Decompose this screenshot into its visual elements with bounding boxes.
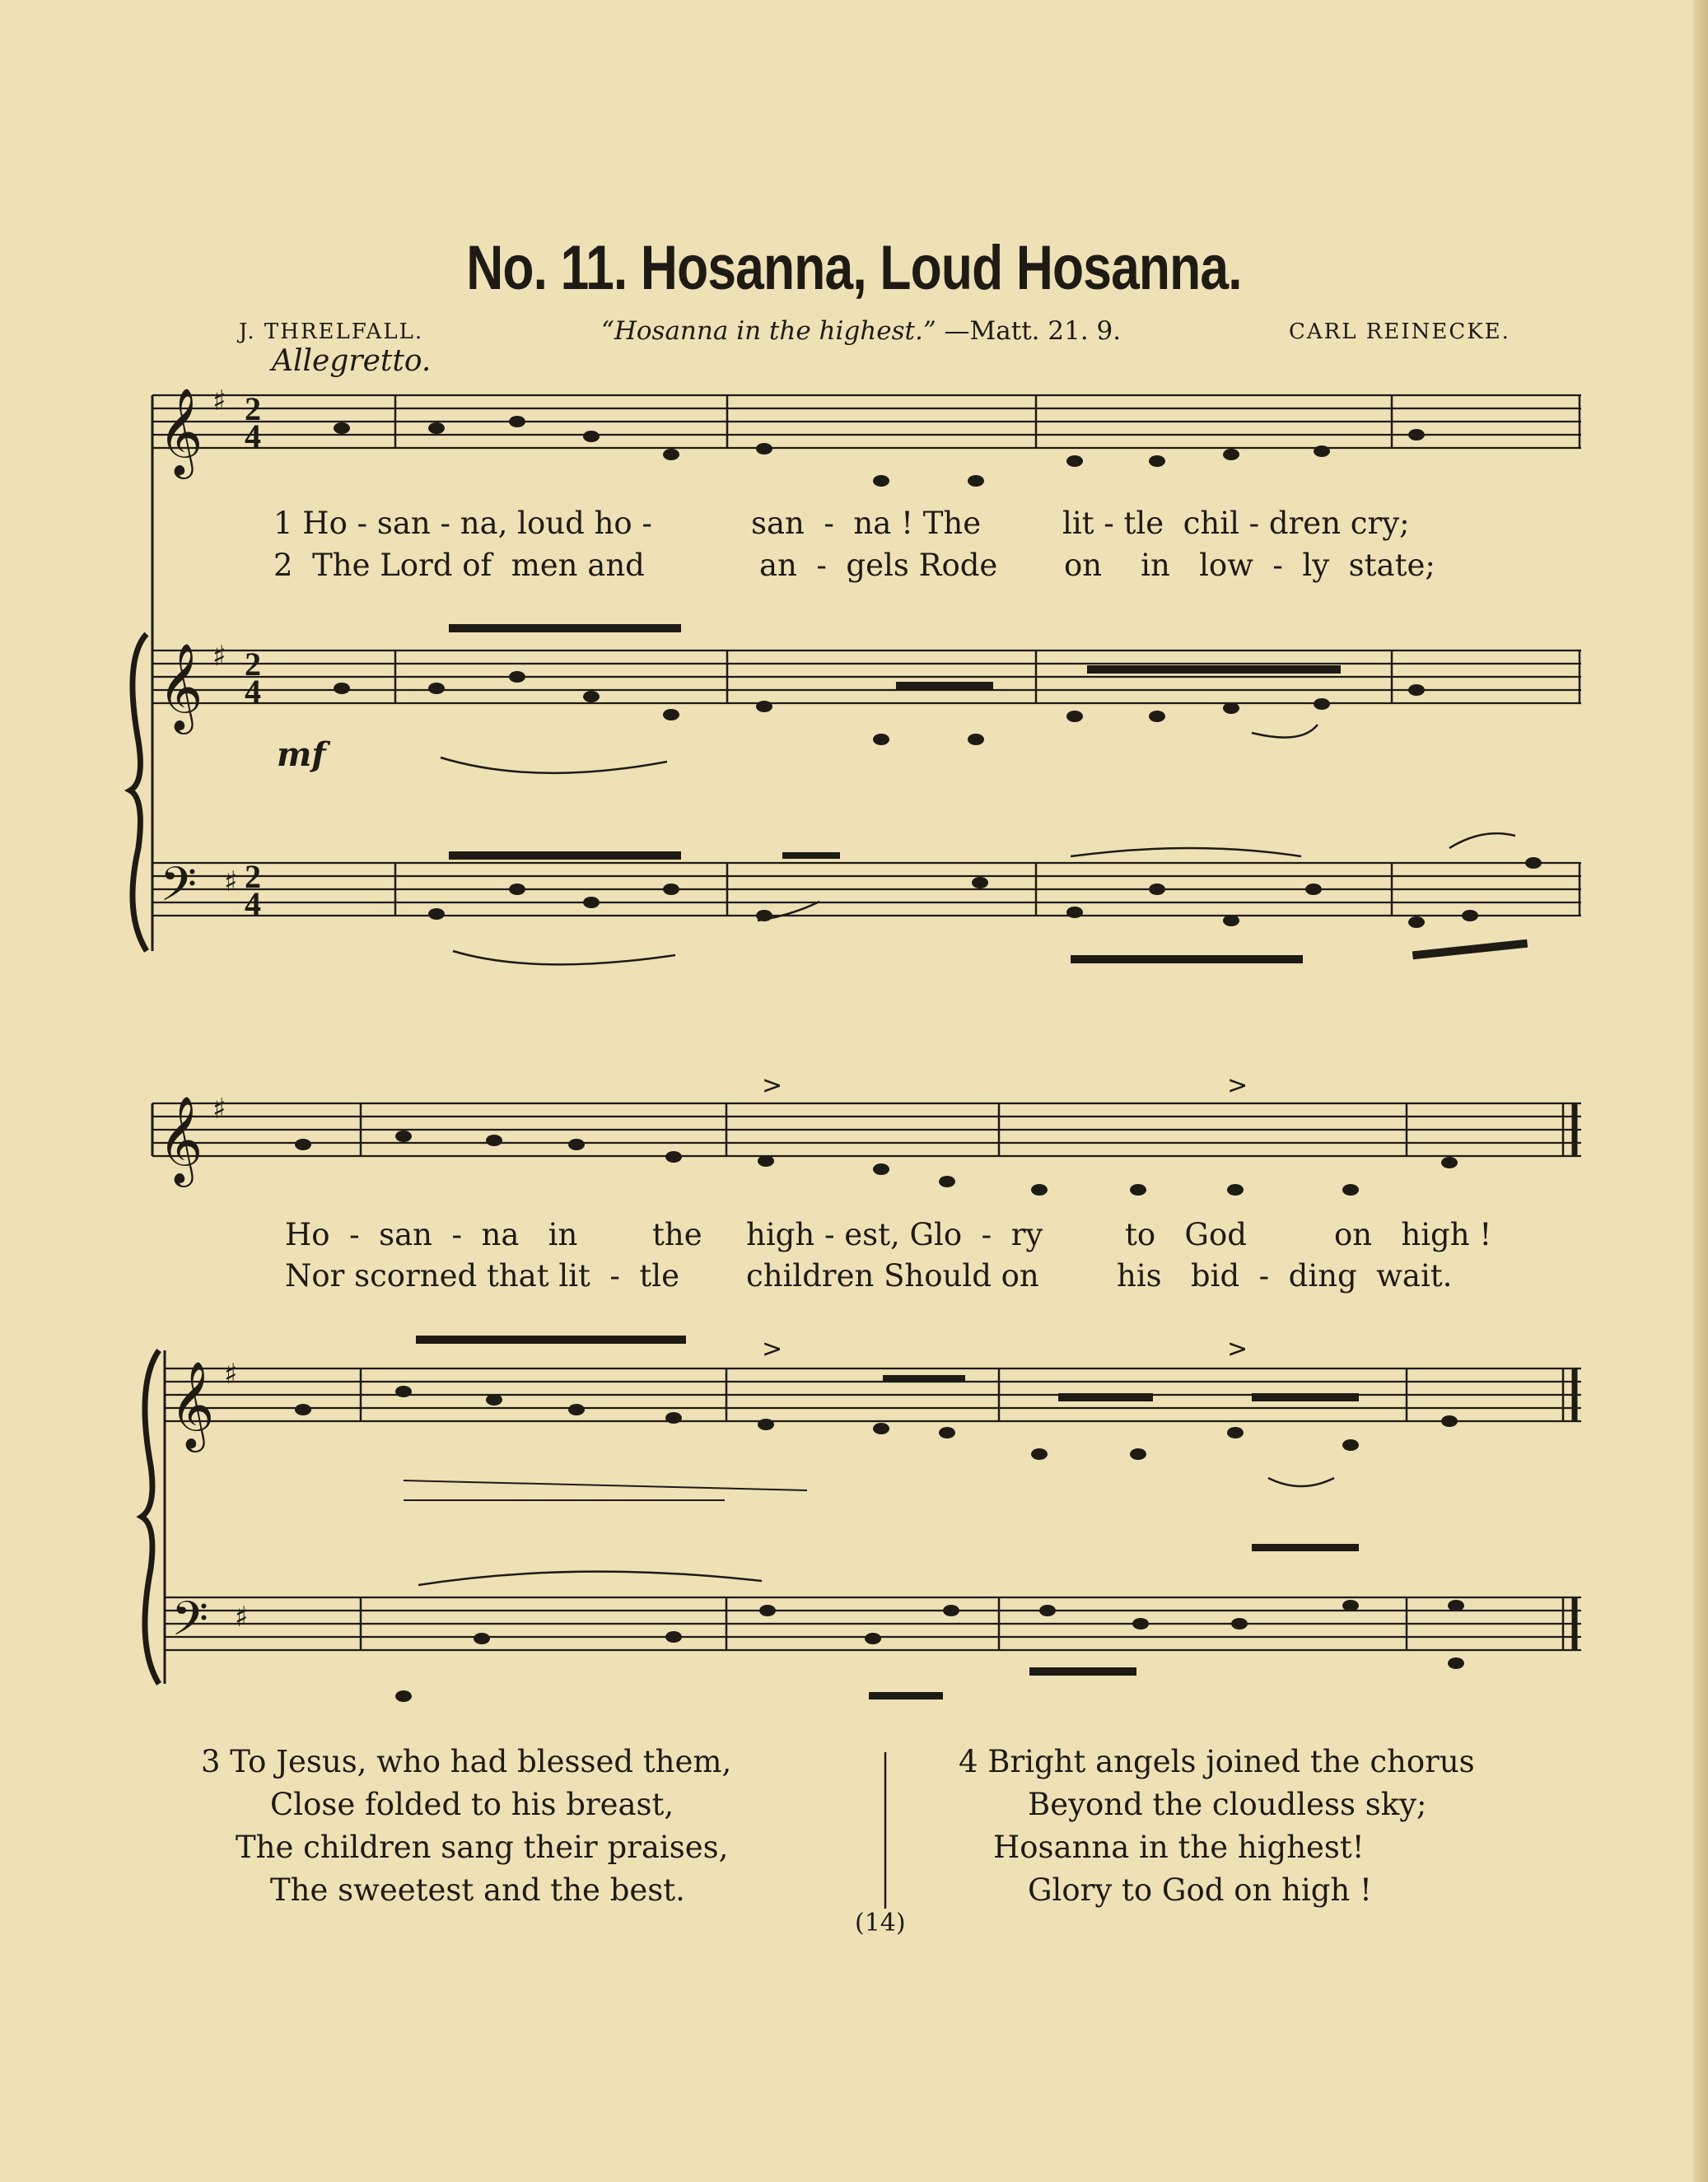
svg-text:4: 4 <box>245 885 261 922</box>
svg-text:♯: ♯ <box>235 1601 249 1634</box>
brace-2 <box>142 1350 159 1684</box>
lyric-s2-v2-b: children Should on <box>746 1258 1039 1294</box>
melody-staff-2 <box>152 1103 1581 1156</box>
svg-text:2: 2 <box>245 858 261 895</box>
scripture-quote: “Hosanna in the highest.” <box>601 316 936 346</box>
stanza-3-line-1: 3 To Jesus, who had blessed them, <box>201 1744 732 1779</box>
lyric-s2-v1-a: Ho - san - na in <box>285 1217 578 1252</box>
barlines-2 <box>361 1103 1575 1650</box>
lyric-s2-v2-c: his bid - ding wait. <box>1117 1258 1453 1294</box>
svg-text:♯: ♯ <box>212 640 226 673</box>
beams-1 <box>449 624 1528 963</box>
stanza-4-line-3: Hosanna in the highest! <box>993 1830 1365 1865</box>
lyric-s2-v1-c: high - est, Glo - ry <box>746 1217 1043 1252</box>
stanza-4-line-1: 4 Bright angels joined the chorus <box>959 1744 1475 1779</box>
stanza-3-line-3: The children sang their praises, <box>236 1830 729 1865</box>
svg-text:>: > <box>762 1071 783 1100</box>
stanza-4-line-4: Glory to God on high ! <box>1028 1872 1372 1908</box>
svg-text:>: > <box>762 1335 783 1364</box>
lyric-s1-v1-a: 1 Ho - san - na, loud ho - <box>273 506 652 541</box>
svg-text:𝄞: 𝄞 <box>170 1360 215 1448</box>
lyric-s1-v2-c: on in low - ly state; <box>1064 548 1435 583</box>
stanza-3 <box>201 1741 731 1912</box>
svg-text:2: 2 <box>245 646 261 683</box>
stanza-3-line-4: The sweetest and the best. <box>270 1872 685 1908</box>
lyric-s2-v1-b: the <box>652 1217 702 1252</box>
svg-text:>: > <box>1227 1335 1248 1364</box>
lyric-s1-v2-b: an - gels Rode <box>759 548 998 583</box>
bass-staff-1 <box>152 863 1581 916</box>
beams-2 <box>416 1336 1359 1699</box>
lyric-s2-v1-e: on high ! <box>1334 1217 1492 1252</box>
svg-text:𝄞: 𝄞 <box>158 387 203 475</box>
composer-credit: CARL REINECKE. <box>1289 319 1510 344</box>
lyric-s1-v2-a: 2 The Lord of men and <box>273 548 645 583</box>
svg-text:4: 4 <box>245 673 261 710</box>
tempo-marking: Allegretto. <box>272 344 432 378</box>
treble-staff-2 <box>165 1368 1581 1421</box>
scripture-citation: —Matt. 21. 9. <box>944 316 1122 346</box>
svg-text:𝄞: 𝄞 <box>158 1095 203 1183</box>
system-2 <box>142 1071 1581 1702</box>
lyric-s2-v2-a: Nor scorned that lit - tle <box>285 1258 680 1294</box>
notes-1 <box>334 416 1542 928</box>
treble-staff-1 <box>152 650 1581 703</box>
dynamic-marking: mf <box>277 735 326 774</box>
svg-text:♯: ♯ <box>212 1093 226 1126</box>
svg-text:𝄞: 𝄞 <box>158 642 203 730</box>
hymn-title: No. 11. Hosanna, Loud Hosanna. <box>466 233 1242 303</box>
svg-text:𝄢: 𝄢 <box>160 856 198 924</box>
svg-text:♯: ♯ <box>224 1358 238 1391</box>
lyric-s1-v1-c: lit - tle chil - dren cry; <box>1062 506 1410 541</box>
svg-text:♯: ♯ <box>212 385 226 417</box>
stanza-3-line-2: Close folded to his breast, <box>270 1787 674 1822</box>
svg-text:𝄢: 𝄢 <box>171 1591 209 1658</box>
system-1 <box>130 385 1581 964</box>
lyric-s1-v1-b: san - na ! The <box>751 506 982 541</box>
svg-text:2: 2 <box>245 390 261 427</box>
svg-text:♯: ♯ <box>224 865 238 898</box>
barlines-1 <box>395 395 1580 916</box>
stanza-4 <box>959 1741 1475 1912</box>
brace-1 <box>130 634 147 951</box>
svg-text:>: > <box>1227 1071 1248 1100</box>
lyric-s2-v1-d: to God <box>1125 1217 1247 1252</box>
svg-text:4: 4 <box>245 417 261 455</box>
stanza-4-line-2: Beyond the cloudless sky; <box>1028 1787 1427 1822</box>
melody-staff-1 <box>152 395 1581 448</box>
page-number: (14) <box>855 1909 906 1937</box>
lyricist-credit: J. THRELFALL. <box>239 319 424 344</box>
